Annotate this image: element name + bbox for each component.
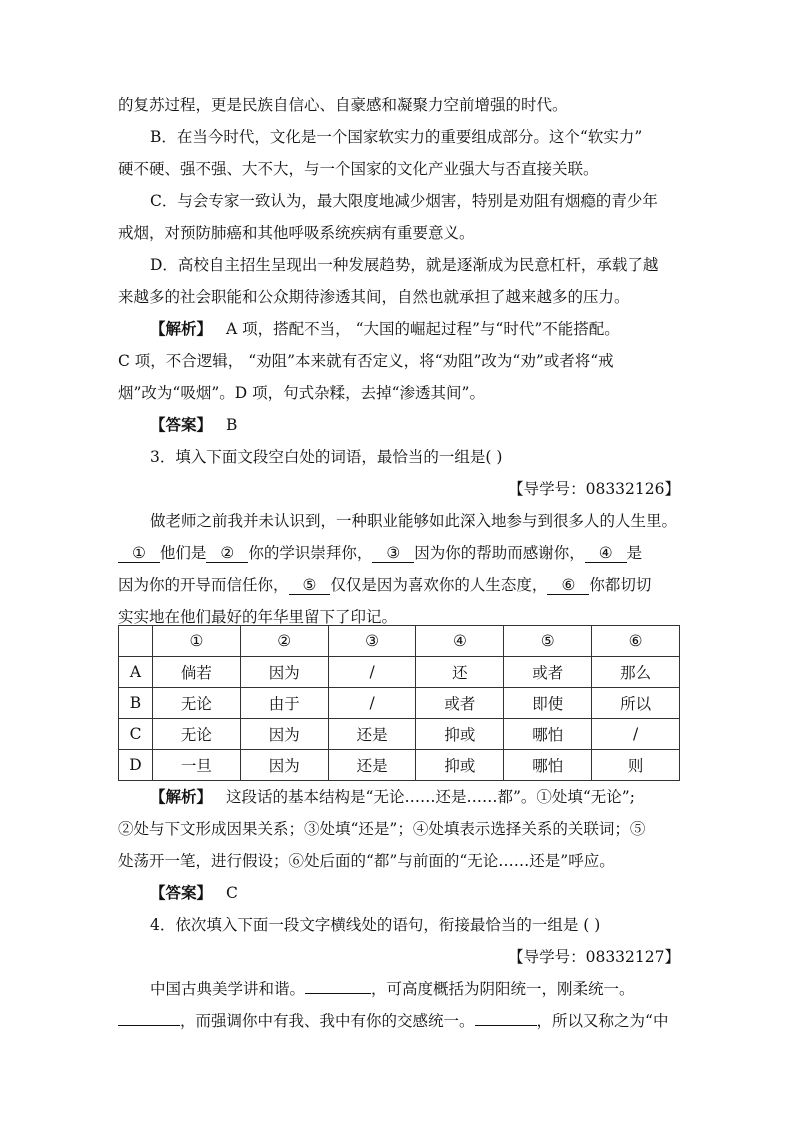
table-cell: 或者 — [416, 688, 504, 719]
table-cell: 那么 — [592, 657, 680, 688]
analysis-tag: 【解析】 — [150, 319, 213, 338]
table-cell: 因为 — [240, 657, 328, 688]
analysis-text: 这段话的基本结构是“无论……还是……都”。①处填“无论”; — [226, 788, 635, 806]
question-4-guide-number: 【导学号：08332127】 — [508, 948, 680, 966]
table-cell: 因为 — [240, 719, 328, 750]
answer-2 — [150, 883, 680, 903]
table-row — [119, 750, 680, 781]
table-cell: D — [119, 750, 153, 781]
analysis-tag: 【解析】 — [150, 787, 213, 806]
table-cell: 则 — [592, 750, 680, 781]
table-cell: ① — [153, 626, 241, 657]
option-c-line2: 戒烟，对预防肺癌和其他呼吸系统疾病有重要意义。 — [118, 224, 475, 242]
table-cell: A — [119, 657, 153, 688]
passage-4-line2: ，而强调你中有我、我中有你的交感统一。 ，所以又称之为“中 — [118, 1011, 680, 1031]
table-cell: ③ — [328, 626, 416, 657]
table-cell: 还 — [416, 657, 504, 688]
table-cell: / — [328, 657, 416, 688]
analysis-1-line2: C 项，不合逻辑， “劝阻”本来就有否定义，将“劝阻”改为“劝”或者将“戒 — [118, 352, 614, 370]
table-cell: 哪怕 — [504, 750, 592, 781]
table-row — [119, 657, 680, 688]
answer-1 — [150, 415, 680, 435]
blank-2: ② — [206, 545, 248, 563]
option-b-line2: 硬不硬、强不强、大不大，与一个国家的文化产业强大与否直接关联。 — [118, 160, 599, 178]
table-cell: 无论 — [153, 688, 241, 719]
table-cell: / — [328, 688, 416, 719]
table-cell: 抑或 — [416, 750, 504, 781]
blank-3: ③ — [372, 545, 414, 563]
question-4-stem: 4．依次填入下面一段文字横线处的语句，衔接最恰当的一组是 ( ) — [150, 916, 601, 934]
option-d-line2: 来越多的社会职能和公众期待渗透其间，自然也就承担了越来越多的压力。 — [118, 288, 630, 306]
analysis-text: A 项，搭配不当， “大国的崛起过程”与“时代”不能搭配。 — [226, 320, 620, 338]
table-cell: 还是 — [328, 719, 416, 750]
analysis-1-line3: 烟”改为“吸烟”。D 项，句式杂糅，去掉“渗透其间”。 — [118, 384, 485, 402]
blank-5: ⑤ — [289, 577, 331, 595]
answer-value: B — [226, 416, 238, 434]
blank-line — [475, 1025, 537, 1026]
analysis-1-line1 — [150, 319, 680, 339]
table-cell: ② — [240, 626, 328, 657]
table-cell: / — [592, 719, 680, 750]
blank-line — [118, 1025, 180, 1026]
answer-value: C — [226, 884, 238, 902]
table-cell: 倘若 — [153, 657, 241, 688]
table-cell — [119, 626, 153, 657]
blank-line — [305, 993, 371, 994]
table-row — [119, 688, 680, 719]
table-cell: C — [119, 719, 153, 750]
answer-tag: 【答案】 — [150, 883, 213, 902]
table-cell: 因为 — [240, 750, 328, 781]
table-cell: 无论 — [153, 719, 241, 750]
table-cell: ⑤ — [504, 626, 592, 657]
options-table — [118, 625, 680, 781]
table-cell: 由于 — [240, 688, 328, 719]
table-cell: 哪怕 — [504, 719, 592, 750]
table-cell: 一旦 — [153, 750, 241, 781]
blank-4: ④ — [585, 545, 627, 563]
table-cell: 抑或 — [416, 719, 504, 750]
option-c-line1: C．与会专家一致认为，最大限度地减少烟害，特别是劝阻有烟瘾的青少年 — [150, 192, 658, 210]
answer-tag: 【答案】 — [150, 415, 213, 434]
option-d-line1: D．高校自主招生呈现出一种发展趋势，就是逐渐成为民意杠杆，承载了越 — [150, 256, 659, 274]
table-cell: 所以 — [592, 688, 680, 719]
question-3-guide-number: 【导学号：08332126】 — [508, 480, 680, 498]
table-cell: ⑥ — [592, 626, 680, 657]
table-cell: 即使 — [504, 688, 592, 719]
passage-3-line2: ① 他们是 ② 你的学识崇拜你， ③ 因为你的帮助而感谢你， ④ 是 — [118, 543, 680, 563]
passage-3-line4: 实实地在他们最好的年华里留下了印记。 — [118, 608, 398, 626]
question-3-stem: 3．填入下面文段空白处的词语，最恰当的一组是( ) — [150, 448, 503, 466]
analysis-2-line3: 处荡开一笔，进行假设；⑥处后面的“都”与前面的“无论……还是”呼应。 — [118, 852, 615, 870]
passage-4-line1: 中国古典美学讲和谐。 ，可高度概括为阴阳统一，刚柔统一。 — [150, 980, 635, 998]
option-a-continuation: 的复苏过程，更是民族自信心、自豪感和凝聚力空前增强的时代。 — [118, 96, 568, 114]
passage-3-line3: 因为你的开导而信任你， ⑤ 仅仅是因为喜欢你的人生态度， ⑥ 你都切切 — [118, 576, 652, 594]
analysis-2-line2: ②处与下文形成因果关系；③处填“还是”；④处填表示选择关系的关联词；⑤ — [118, 820, 646, 838]
option-b-line1: B．在当今时代，文化是一个国家软实力的重要组成部分。这个“软实力” — [150, 128, 643, 146]
table-cell: 还是 — [328, 750, 416, 781]
blank-6: ⑥ — [547, 577, 589, 595]
table-row — [119, 719, 680, 750]
analysis-2-line1 — [150, 787, 680, 807]
table-cell: ④ — [416, 626, 504, 657]
table-cell: 或者 — [504, 657, 592, 688]
table-cell: B — [119, 688, 153, 719]
table-header-row — [119, 626, 680, 657]
blank-1: ① — [118, 545, 160, 563]
passage-3-line1: 做老师之前我并未认识到，一种职业能够如此深入地参与到很多人的人生里。 — [150, 512, 678, 530]
